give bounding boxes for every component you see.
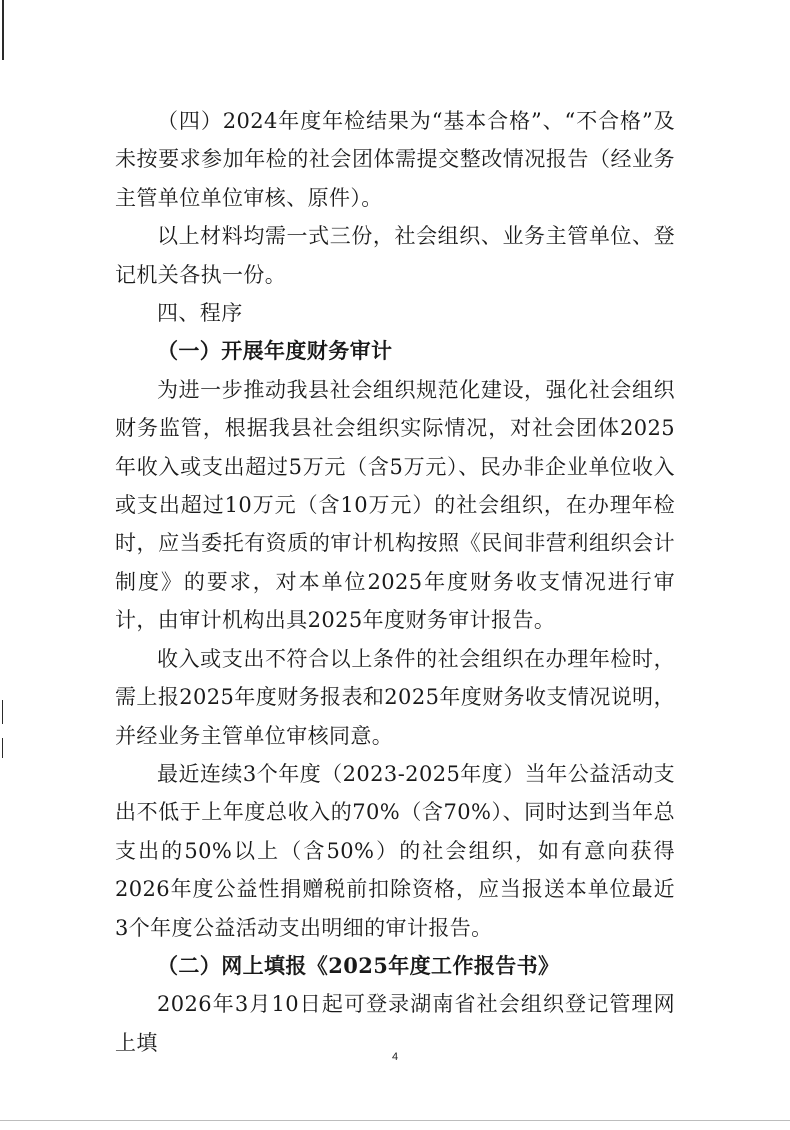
scan-edge-mark [2,0,4,60]
scan-edge-mark [2,738,3,758]
subsection-heading-online-report: （二）网上填报《2025年度工作报告书》 [157,952,560,978]
paragraph-audit-requirement: 为进一步推动我县社会组织规范化建设，强化社会组织财务监管，根据我县社会组织实际情况，对社会团体2025年收入或支出超过5万元（含5万元）、民办非企业单位收入或支出超过10万元（含10万元）的社会组织，在办理年检时，应当委托有资质的审计机构按照《民间非营利组织会计制度》的要求，对本单位2025年度财务收支情况进行审计，由审计机构出具2025年度财务审计报告。 [115,377,675,633]
subsection-heading-audit: （一）开展年度财务审计 [157,338,393,364]
paragraph-tax-deduction: 最近连续3个年度（2023-2025年度）当年公益活动支出不低于上年度总收入的70%（含70%）、同时达到当年总支出的50%以上（含50%）的社会组织，如有意向获得2026年度公益性捐赠税前扣除资格，应当报送本单位最近3个年度公益活动支出明细的审计报告。 [115,761,675,940]
paragraph-item-4: （四）2024年度年检结果为“基本合格”、“不合格”及未按要求参加年检的社会团体需提交整改情况报告（经业务主管单位单位审核、原件）。 [115,109,675,210]
paragraph-copies-note: 以上材料均需一式三份，社会组织、业务主管单位、登记机关各执一份。 [115,224,675,287]
paragraph-financial-report: 收入或支出不符合以上条件的社会组织在办理年检时，需上报2025年度财务报表和2025年度财务收支情况说明，并经业务主管单位审核同意。 [115,646,675,748]
section-heading-procedure: 四、程序 [157,301,243,326]
paragraph-online-login: 2026年3月10日起可登录湖南省社会组织登记管理网上填 [115,992,675,1055]
document-body [115,102,675,1062]
scan-edge-mark [2,700,3,724]
page-number: 4 [391,1051,399,1063]
scan-edge-line [0,1120,790,1121]
